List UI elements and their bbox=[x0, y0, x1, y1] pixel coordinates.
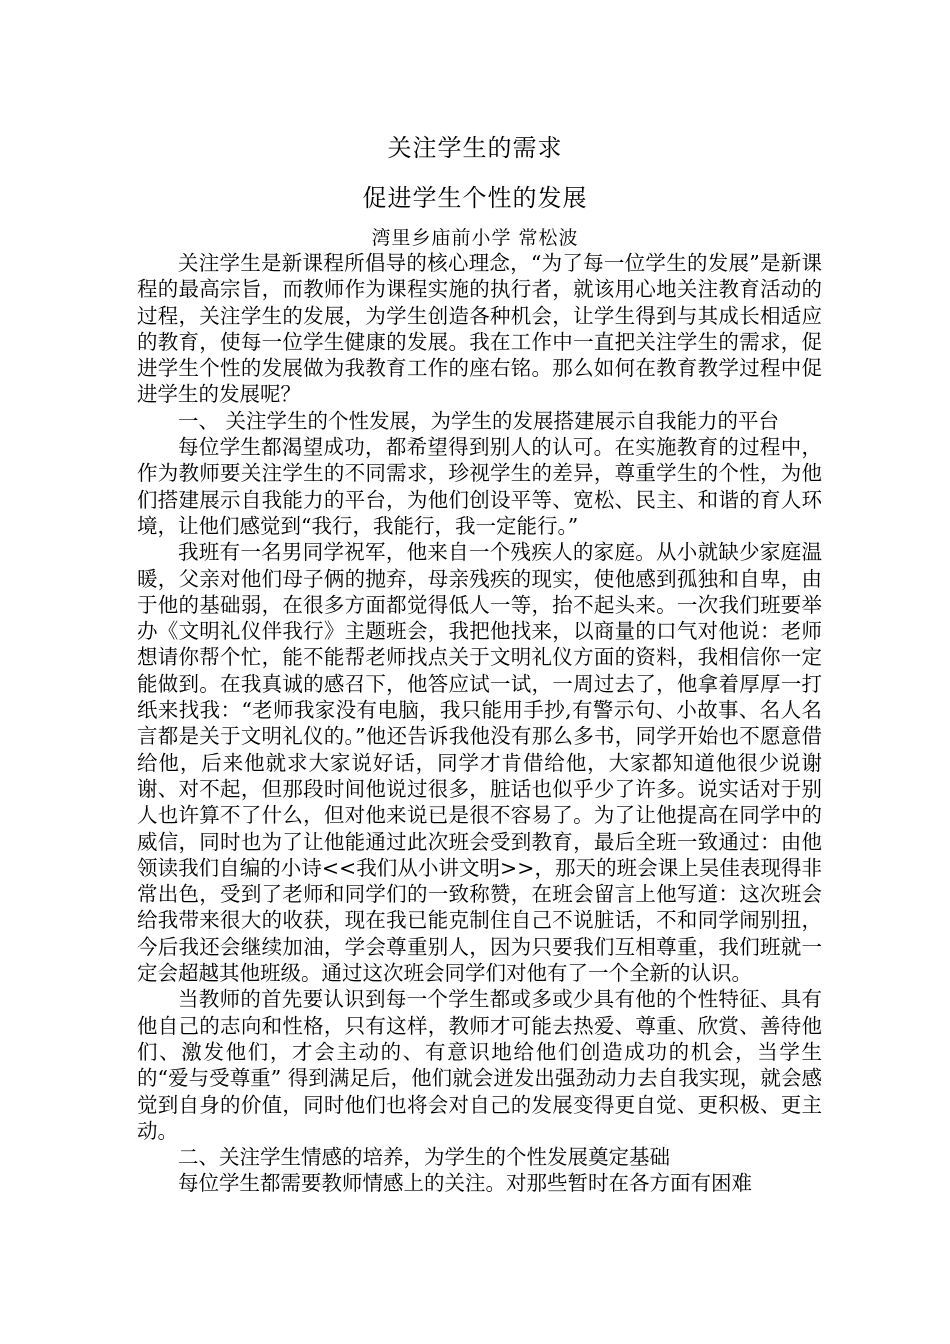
document-title: 关注学生的需求 bbox=[387, 134, 563, 162]
document-body bbox=[137, 250, 822, 1197]
paragraph: 我班有一名男同学祝军，他来自一个残疾人的家庭。从小就缺少家庭温暖，父亲对他们母子俩的抛弃，母亲残疾的现实，使他感到孤独和自卑，由于他的基础弱，在很多方面都觉得低人一等，抬不起头来。一次我们班要举办《文明礼仪伴我行》主题班会，我把他找来，以商量的口气对他说：老师想请你帮个忙，能不能帮老师找点关于文明礼仪方面的资料，我相信你一定能做到。在我真诚的感召下，他答应试一试，一周过去了，他拿着厚厚一打纸来找我：“老师我家没有电脑，我只能用手抄,有警示句、小故事、名人名言都是关于文明礼仪的。”他还告诉我他没有那么多书，同学开始也不愿意借给他，后来他就求大家说好话，同学才肯借给他，大家都知道他很少说谢谢、对不起，但那段时间他说过很多，脏话也似乎少了许多。说实话对于别人也许算不了什么，但对他来说已是很不容易了。为了让他提高在同学中的威信，同时也为了让他能通过此次班会受到教育，最后全班一致通过：由他领读我们自编的小诗<<我们从小讲文明>>，那天的班会课上吴佳表现得非常出色，受到了老师和同学们的一致称赞，在班会留言上他写道：这次班会给我带来很大的收获，现在我已能克制住自己不说脏话，不和同学闹别扭，今后我还会继续加油，学会尊重别人，因为只要我们互相尊重，我们班就一定会超越其他班级。通过这次班会同学们对他有了一个全新的认识。 bbox=[137, 540, 822, 986]
section-heading-2: 二、关注学生情感的培养，为学生的个性发展奠定基础 bbox=[178, 1145, 670, 1170]
paragraph: 每位学生都需要教师情感上的关注。对那些暂时在各方面有困难 bbox=[178, 1171, 752, 1196]
paragraph: 当教师的首先要认识到每一个学生都或多或少具有他的个性特征、具有他自己的志向和性格，只有这样，教师才可能去热爱、尊重、欣赏、善待他们、激发他们，才会主动的、有意识地给他们创造成功的机会，当学生的“爱与受尊重” 得到满足后，他们就会迸发出强劲动力去自我实现，就会感觉到自身的价值，同时他们也将会对自己的发展变得更自觉、更积极、更主动。 bbox=[137, 987, 822, 1143]
paragraph: 每位学生都渴望成功，都希望得到别人的认可。在实施教育的过程中，作为教师要关注学生的不同需求，珍视学生的差异，尊重学生的个性，为他们搭建展示自我能力的平台，为他们创设平等、宽松、民主、和谐的育人环境，让他们感觉到“我行，我能行，我一定能行。” bbox=[137, 435, 822, 538]
section-heading-1: 一、 关注学生的个性发展，为学生的发展搭建展示自我能力的平台 bbox=[178, 408, 780, 433]
document-subtitle: 促进学生个性的发展 bbox=[362, 184, 588, 212]
author-line: 湾里乡庙前小学 常松波 bbox=[371, 227, 579, 249]
paragraph-intro: 关注学生是新课程所倡导的核心理念，“为了每一位学生的发展”是新课程的最高宗旨，而教师作为课程实施的执行者，就该用心地关注教育活动的过程，关注学生的发展，为学生创造各种机会，让学生得到与其成长相适应的教育，使每一位学生健康的发展。我在工作中一直把关注学生的需求，促进学生个性的发展做为我教育工作的座右铭。那么如何在教育教学过程中促进学生的发展呢？ bbox=[137, 251, 822, 407]
